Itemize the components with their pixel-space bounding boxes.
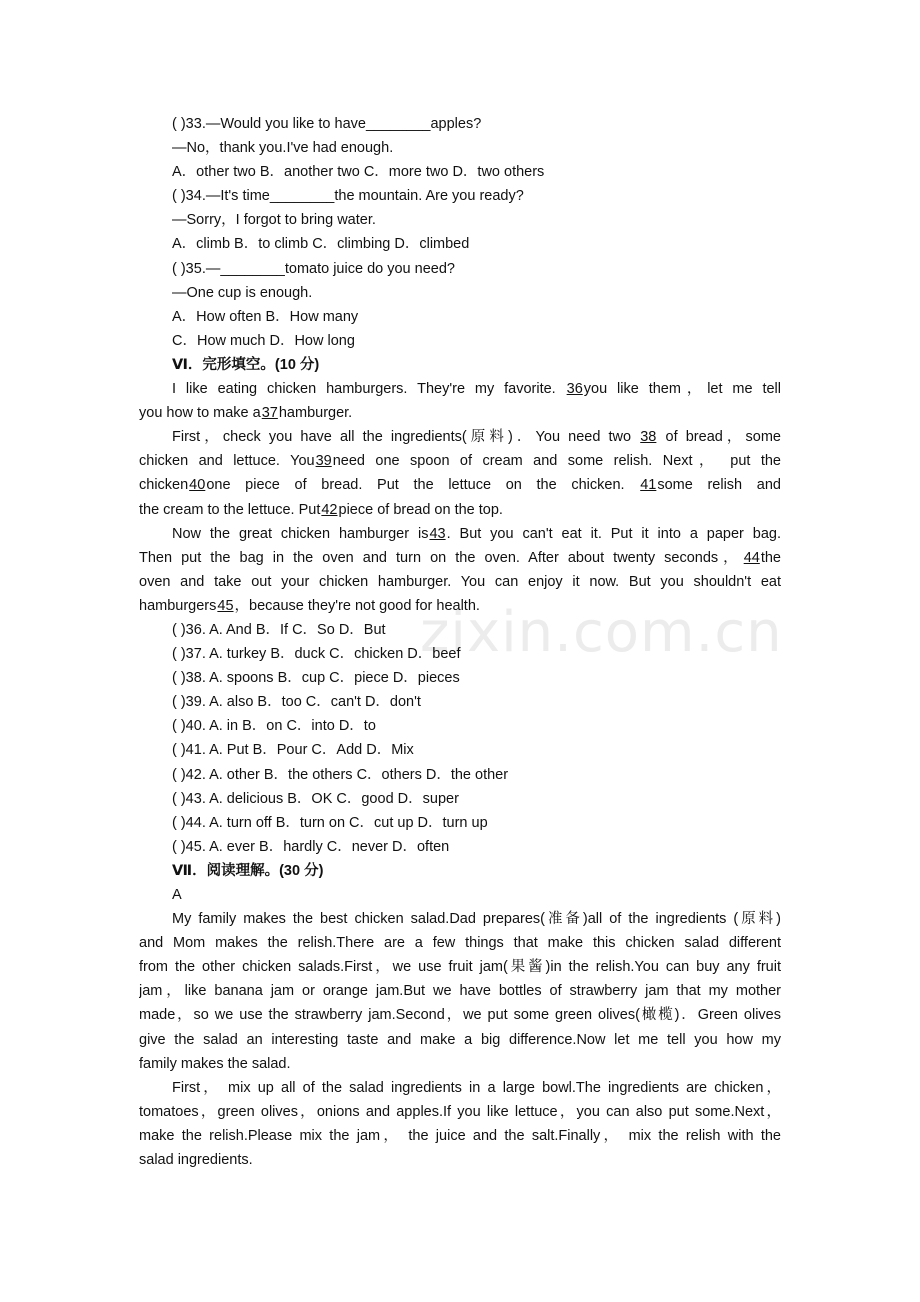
choice-37: ( )37. A. turkey B．duck C．chicken D．beef — [172, 646, 461, 663]
q33-reply: —No，thank you.I've had enough. — [172, 140, 394, 157]
cloze-p2-line2: chicken and lettuce. You39need one spoon of cream and some relish. Next， put the — [139, 449, 781, 473]
blank-40: 40 — [189, 477, 206, 494]
cloze-p3-line2: Then put the bag in the oven and turn on the oven. After about twenty seconds，44the — [139, 546, 781, 570]
choice-39: ( )39. A. also B．too C．can't D．don't — [172, 694, 421, 711]
choice-40: ( )40. A. in B．on C．into D．to — [172, 718, 376, 735]
cloze-p2-line1: First，check you have all the ingredients(原料)．You need two 38 of bread，some — [139, 425, 781, 449]
passage-p1-line: made，so we use the strawberry jam.Second，we put some green olives(橄榄)．Green olives — [139, 1007, 781, 1024]
passage-p2-line: First， mix up all of the salad ingredients in a large bowl.The ingredients are chicken， — [172, 1079, 781, 1096]
blank-42: 42 — [321, 501, 338, 518]
choice-36: ( )36. A. And B．If C．So D．But — [172, 621, 386, 638]
passage-p2-line: salad ingredients. — [139, 1152, 253, 1169]
blank-36: 36 — [566, 381, 583, 398]
passage-p1-line: give the salad an interesting taste and make a big difference.Now let me tell you how my — [139, 1031, 781, 1048]
section7-heading: Ⅶ．阅读理解。(30 分) — [172, 862, 324, 879]
blank-44: 44 — [743, 549, 760, 566]
passage-p2-line: make the relish.Please mix the jam， the juice and the salt.Finally， mix the relish with the — [139, 1127, 781, 1144]
blank-37: 37 — [261, 405, 278, 422]
choice-42: ( )42. A. other B．the others C．others D．the other — [172, 766, 509, 783]
blank-43: 43 — [429, 525, 446, 542]
cloze-p1-line2: you how to make a37hamburger. — [139, 401, 781, 425]
q35-reply: —One cup is enough. — [172, 284, 313, 301]
passage-p1-line: jam，like banana jam or orange jam.But we have bottles of strawberry jam that my mother — [139, 983, 781, 1000]
cloze-p2-line4: the cream to the lettuce. Put42piece of bread on the top. — [139, 498, 781, 522]
choice-45: ( )45. A. ever B．hardly C．never D．often — [172, 838, 450, 855]
watermark: zixin.com.cn — [420, 600, 783, 665]
q33-options: A．other two B．another two C．more two D．two others — [172, 164, 545, 181]
passage-p1-line: family makes the salad. — [139, 1055, 291, 1072]
choice-41: ( )41. A. Put B．Pour C．Add D．Mix — [172, 742, 414, 759]
passage-p1-line: from the other chicken salads.First，we use fruit jam(果酱)in the relish.You can buy any fruit — [139, 959, 781, 976]
blank-39: 39 — [315, 453, 332, 470]
blank-41: 41 — [640, 477, 657, 494]
passage-p1-line: and Mom makes the relish.There are a few things that make this chicken salad different — [139, 935, 781, 952]
choice-44: ( )44. A. turn off B．turn on C．cut up D．turn up — [172, 814, 488, 831]
cloze-p3-line1: Now the great chicken hamburger is43. But you can't eat it. Put it into a paper bag. — [139, 522, 781, 546]
exam-page — [139, 112, 781, 1172]
passage-p1-line: My family makes the best chicken salad.Dad prepares(准备)all of the ingredients (原料) — [172, 911, 781, 928]
cloze-p1-line1: I like eating chicken hamburgers. They're my favorite. 36you like them，let me tell — [139, 377, 781, 401]
choice-38: ( )38. A. spoons B．cup C．piece D．pieces — [172, 670, 460, 687]
q34-options: A．climb B．to climb C．climbing D．climbed — [172, 236, 470, 253]
blank-38: 38 — [640, 429, 657, 446]
cloze-p3-line3: oven and take out your chicken hamburger. You can enjoy it now. But you shouldn't eat — [139, 573, 781, 590]
passage-label: A — [172, 887, 182, 903]
q34-reply: —Sorry，I forgot to bring water. — [172, 212, 376, 229]
q35-stem: ( )35.—________tomato juice do you need? — [172, 260, 455, 277]
section6-heading: Ⅵ．完形填空。(10 分) — [172, 356, 320, 373]
blank-45: 45 — [217, 597, 234, 614]
choice-43: ( )43. A. delicious B．OK C．good D．super — [172, 790, 459, 807]
q35-options-2: C．How much D．How long — [172, 332, 355, 349]
passage-p2-line: tomatoes，green olives，onions and apples.If you like lettuce，you can also put some.Next， — [139, 1103, 781, 1120]
q34-stem: ( )34.—It's time________the mountain. Are you ready? — [172, 188, 524, 205]
cloze-p2-line3: chicken40one piece of bread. Put the lettuce on the chicken. 41some relish and — [139, 473, 781, 497]
cloze-p3-line4: hamburgers45，because they're not good for health. — [139, 594, 781, 618]
q35-options-1: A．How often B．How many — [172, 308, 359, 325]
q33-stem: ( )33.—Would you like to have________apples? — [172, 116, 482, 132]
